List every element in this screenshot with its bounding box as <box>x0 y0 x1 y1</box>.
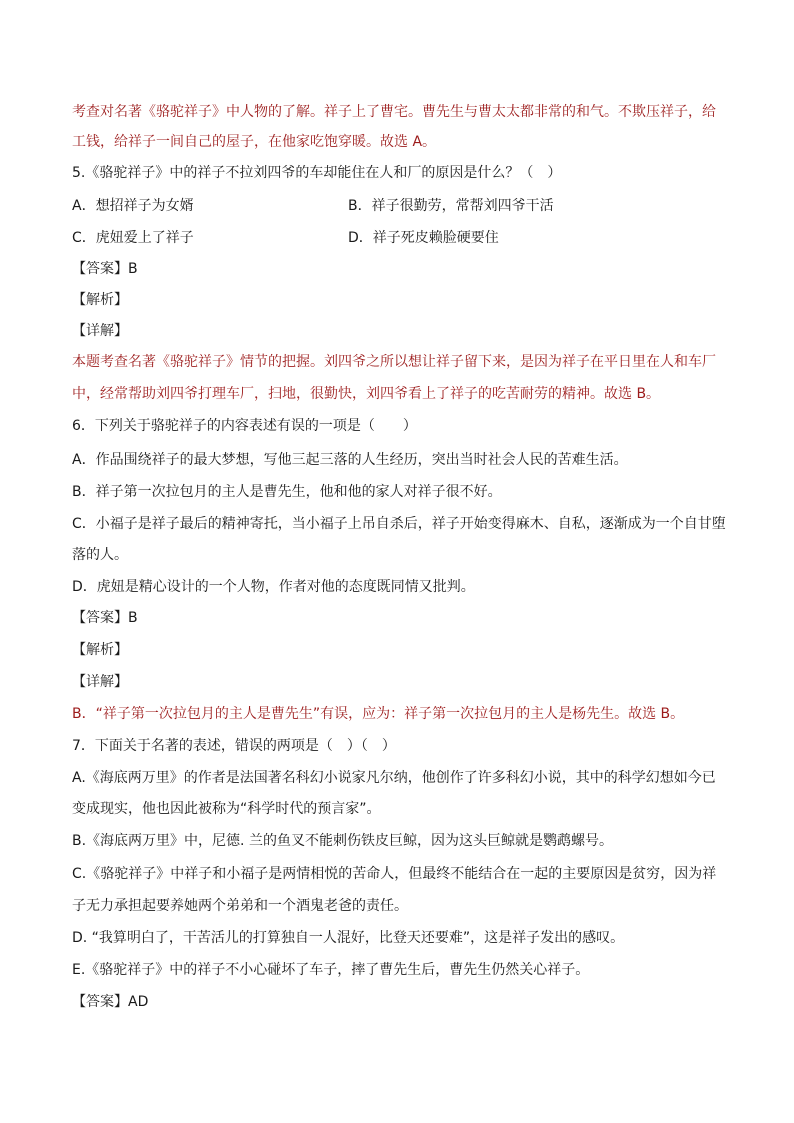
option-a: A.《海底两万里》的作者是法国著名科幻小说家凡尔纳，他创作了许多科幻小说，其中的科学幻想如今已 <box>72 770 716 786</box>
option-e: E.《骆驼祥子》中的祥子不小心碰坏了车子，摔了曹先生后，曹先生仍然关心祥子。 <box>72 962 590 978</box>
option-a: A．作品围绕祥子的最大梦想，写他三起三落的人生经历，突出当时社会人民的苦难生活。 <box>72 452 628 468</box>
option-c: C.《骆驼祥子》中祥子和小福子是两情相悦的苦命人，但最终不能结合在一起的主要原因是贫穷，因为祥 <box>72 866 717 882</box>
analysis-label: 【解析】 <box>72 292 128 308</box>
explanation-text: B．“祥子第一次拉包月的主人是曹先生”有误，应为：祥子第一次拉包月的主人是杨先生。故选 B。 <box>72 706 685 722</box>
question-6: 6．下列关于骆驼祥子的内容表述有误的一项是（ ） <box>72 418 417 434</box>
explanation-text: 中，经常帮助刘四爷打理车厂，扫地，很勤快，刘四爷看上了祥子的吃苦耐劳的精神。故选 B。 <box>72 386 661 402</box>
explanation-text: 工钱，给祥子一间自己的屋子，在他家吃饱穿暖。故选 A。 <box>72 134 437 150</box>
detail-label: 【详解】 <box>72 323 128 339</box>
answer-label: 【答案】B <box>72 610 138 626</box>
answer-label: 【答案】B <box>72 261 138 277</box>
option-d: D．虎妞是精心设计的一个人物，作者对他的态度既同情又批判。 <box>72 579 475 595</box>
option-b: B．祥子第一次拉包月的主人是曹先生，他和他的家人对祥子很不好。 <box>72 484 502 500</box>
question-5: 5.《骆驼祥子》中的祥子不拉刘四爷的车却能住在人和厂的原因是什么？（ ） <box>72 165 562 181</box>
explanation-text: 考查对名著《骆驼祥子》中人物的了解。祥子上了曹宅。曹先生与曹太太都非常的和气。不欺压祥子，给 <box>72 104 716 120</box>
option-d: D．祥子死皮赖脸硬要住 <box>348 230 499 246</box>
option-c-continued: 落的人。 <box>72 547 128 563</box>
analysis-label: 【解析】 <box>72 642 128 658</box>
option-b: B.《海底两万里》中，尼德. 兰的鱼叉不能刺伤铁皮巨鲸，因为这头巨鲸就是鹦鹉螺号。 <box>72 833 613 849</box>
option-c-continued: 子无力承担起要养她两个弟弟和一个酒鬼老爸的责任。 <box>72 898 408 914</box>
explanation-text: 本题考查名著《骆驼祥子》情节的把握。刘四爷之所以想让祥子留下来，是因为祥子在平日里在人和车厂 <box>72 354 716 370</box>
option-d: D. “我算明白了，干苦活儿的打算独自一人混好，比登天还要难”，这是祥子发出的感叹。 <box>72 930 625 946</box>
question-7: 7．下面关于名著的表述，错误的两项是（ ）（ ） <box>72 738 396 754</box>
option-c: C．虎妞爱上了祥子 <box>72 230 194 246</box>
option-c: C．小福子是祥子最后的精神寄托，当小福子上吊自杀后，祥子开始变得麻木、自私，逐渐成为一个自甘堕 <box>72 516 726 532</box>
detail-label: 【详解】 <box>72 674 128 690</box>
option-b: B．祥子很勤劳，常帮刘四爷干活 <box>348 198 554 214</box>
option-a: A．想招祥子为女婿 <box>72 198 194 214</box>
answer-label: 【答案】AD <box>72 994 149 1010</box>
option-a-continued: 变成现实，他也因此被称为“科学时代的预言家”。 <box>72 801 381 817</box>
